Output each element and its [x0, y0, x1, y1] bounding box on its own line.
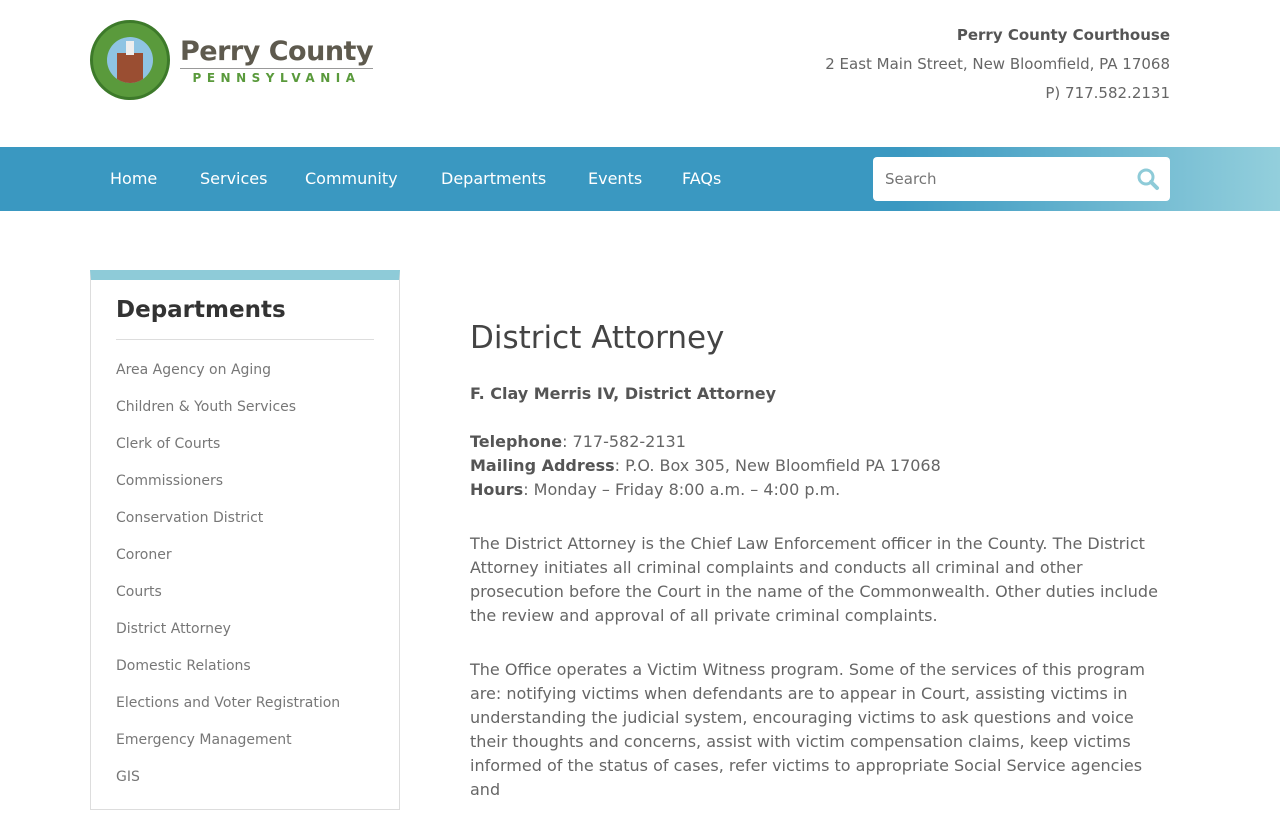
- description-paragraph: The District Attorney is the Chief Law Enforcement officer in the County. The District Attorney initiates all criminal complaints and conducts all criminal and other prosecution before the Court in the name of the Commonwealth. Other duties include the review and approval of all private criminal complaints.: [470, 534, 1158, 625]
- site-logo[interactable]: [90, 20, 373, 100]
- nav-community[interactable]: Community: [305, 169, 398, 188]
- nav-events[interactable]: Events: [588, 169, 643, 188]
- sidebar-item[interactable]: Area Agency on Aging: [116, 362, 272, 378]
- hours-value: : Monday – Friday 8:00 a.m. – 4:00 p.m.: [523, 480, 841, 499]
- county-seal: [90, 20, 170, 100]
- sidebar-item[interactable]: Commissioners: [116, 473, 224, 489]
- official-name: F. Clay Merris IV, District Attorney: [470, 384, 777, 403]
- hours-label: Hours: [470, 480, 524, 499]
- nav-services[interactable]: Services: [200, 169, 268, 188]
- sidebar-item[interactable]: Children & Youth Services: [116, 399, 297, 415]
- mailing-value: : P.O. Box 305, New Bloomfield PA 17068: [614, 456, 941, 475]
- sidebar-item[interactable]: Clerk of Courts: [116, 436, 221, 452]
- telephone-label: Telephone: [470, 432, 563, 451]
- logo-subtitle: PENNSYLVANIA: [192, 70, 361, 85]
- main-content: [470, 318, 1170, 832]
- sidebar-item[interactable]: Emergency Management: [116, 732, 292, 748]
- telephone-value: : 717-582-2131: [562, 432, 686, 451]
- sidebar-title: Departments: [116, 297, 374, 340]
- page-title: District Attorney: [470, 320, 725, 356]
- sidebar-item[interactable]: Conservation District: [116, 510, 264, 526]
- mailing-label: Mailing Address: [470, 456, 615, 475]
- nav-home[interactable]: Home: [110, 169, 158, 188]
- main-nav: [0, 147, 1280, 211]
- departments-sidebar: [90, 270, 400, 810]
- nav-departments[interactable]: Departments: [441, 169, 547, 188]
- courthouse-name: Perry County Courthouse: [956, 26, 1170, 44]
- sidebar-item[interactable]: GIS: [116, 769, 140, 785]
- site-header: [0, 0, 1280, 147]
- sidebar-item[interactable]: Coroner: [116, 547, 172, 563]
- sidebar-item[interactable]: Elections and Voter Registration: [116, 695, 341, 711]
- search-input[interactable]: [873, 157, 1113, 201]
- courthouse-address: 2 East Main Street, New Bloomfield, PA 17068: [825, 55, 1170, 73]
- logo-title: Perry County: [180, 35, 374, 67]
- search-icon[interactable]: [1136, 167, 1160, 191]
- search-box: [873, 157, 1170, 201]
- sidebar-item[interactable]: Courts: [116, 584, 162, 600]
- nav-faqs[interactable]: FAQs: [682, 169, 722, 188]
- contact-info: [825, 21, 1170, 108]
- victim-witness-paragraph: The Office operates a Victim Witness program. Some of the services of this program are: notifying victims when defendants are to appear in Court, assisting victims in understanding the judicial system, encouraging victims to ask questions and voice their thoughts and concerns, assist with victim compensation claims, keep victims informed of the status of cases, refer victims to appropriate Social Service agencies and: [470, 660, 1145, 799]
- courthouse-phone: P) 717.582.2131: [1045, 84, 1170, 102]
- sidebar-item[interactable]: Domestic Relations: [116, 658, 251, 674]
- sidebar-item[interactable]: District Attorney: [116, 621, 231, 637]
